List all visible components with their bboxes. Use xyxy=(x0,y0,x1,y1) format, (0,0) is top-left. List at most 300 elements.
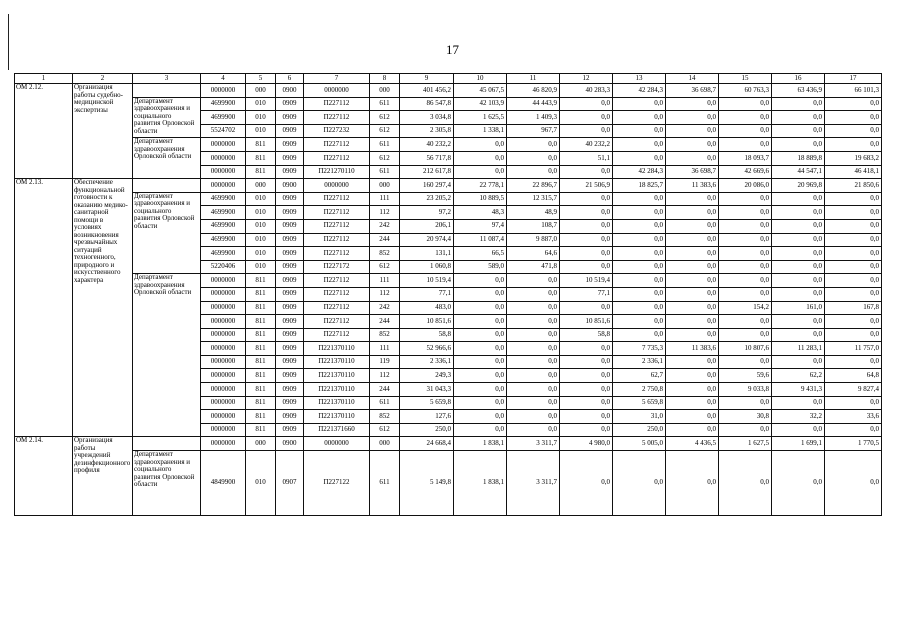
table-cell: 1 770,5 xyxy=(825,437,882,451)
table-cell: 0000000 xyxy=(201,383,246,397)
table-cell: 0,0 xyxy=(719,423,772,437)
page-number: 17 xyxy=(446,42,459,57)
table-cell: 1 838,1 xyxy=(454,451,507,516)
table-cell: 21 506,9 xyxy=(560,179,613,193)
table-cell: 0900 xyxy=(276,84,304,98)
table-cell: 0,0 xyxy=(666,260,719,274)
table-row xyxy=(15,274,882,288)
table-cell: 0,0 xyxy=(454,342,507,356)
table-cell: 111 xyxy=(370,342,400,356)
table-cell: 0,0 xyxy=(719,451,772,516)
table-cell: 31,0 xyxy=(613,410,666,424)
table-cell: 0000000 xyxy=(201,165,246,179)
table-cell: 0,0 xyxy=(825,315,882,329)
table-cell: 0,0 xyxy=(613,219,666,233)
table-cell: 0,0 xyxy=(825,247,882,261)
table-cell: 5 659,8 xyxy=(400,396,454,410)
table-cell: 811 xyxy=(246,396,276,410)
table-cell: 811 xyxy=(246,369,276,383)
table-cell: 0,0 xyxy=(560,165,613,179)
table-cell: П227112 xyxy=(304,247,370,261)
table-cell: 811 xyxy=(246,287,276,301)
table-cell: 42 669,6 xyxy=(719,165,772,179)
table-cell: 010 xyxy=(246,192,276,206)
table-cell: 0000000 xyxy=(201,287,246,301)
table-cell: 19 683,2 xyxy=(825,151,882,165)
table-cell: 0,0 xyxy=(560,260,613,274)
table-cell: 0909 xyxy=(276,206,304,220)
table-cell: 0,0 xyxy=(507,383,560,397)
table-cell: 811 xyxy=(246,355,276,369)
table-cell: 0,0 xyxy=(560,219,613,233)
table-cell: 0,0 xyxy=(454,355,507,369)
table-cell: П227112 xyxy=(304,315,370,329)
column-number: 6 xyxy=(276,74,304,84)
table-cell: 0,0 xyxy=(719,206,772,220)
table-cell: 4699900 xyxy=(201,111,246,125)
table-cell: 0,0 xyxy=(825,274,882,288)
table-cell: 967,7 xyxy=(507,124,560,138)
table-cell: 010 xyxy=(246,451,276,516)
table-cell: 0,0 xyxy=(666,287,719,301)
table-cell: 66 101,3 xyxy=(825,84,882,98)
table-cell: 0,0 xyxy=(507,315,560,329)
table-cell: 0,0 xyxy=(772,111,825,125)
column-number: 3 xyxy=(133,74,201,84)
table-cell: 401 456,2 xyxy=(400,84,454,98)
activity-code: ОМ 2.12. xyxy=(15,84,73,179)
table-cell: П221370110 xyxy=(304,369,370,383)
column-number: 16 xyxy=(772,74,825,84)
table-cell: 59,6 xyxy=(719,369,772,383)
table-cell: 010 xyxy=(246,233,276,247)
column-number: 14 xyxy=(666,74,719,84)
table-cell: 0,0 xyxy=(613,233,666,247)
table-cell: 131,1 xyxy=(400,247,454,261)
table-cell: 0,0 xyxy=(772,355,825,369)
table-cell: 0000000 xyxy=(304,179,370,193)
table-cell: 0,0 xyxy=(560,451,613,516)
table-cell: 611 xyxy=(370,396,400,410)
table-cell: 852 xyxy=(370,328,400,342)
column-number: 5 xyxy=(246,74,276,84)
table-cell: 0,0 xyxy=(666,97,719,111)
table-cell: П227112 xyxy=(304,111,370,125)
table-cell: 0,0 xyxy=(454,383,507,397)
table-cell: 0909 xyxy=(276,233,304,247)
table-cell: 811 xyxy=(246,423,276,437)
table-cell: 811 xyxy=(246,274,276,288)
table-cell: 0,0 xyxy=(666,369,719,383)
table-cell: 0000000 xyxy=(304,437,370,451)
table-cell: 0,0 xyxy=(666,410,719,424)
table-cell: 0,0 xyxy=(719,124,772,138)
executor-name: Департамент здравоохранения и социального развития Орловской области xyxy=(133,97,201,138)
table-cell: 0,0 xyxy=(772,328,825,342)
table-cell: 10 851,6 xyxy=(560,315,613,329)
table-cell: 119 xyxy=(370,355,400,369)
table-cell: 0,0 xyxy=(825,97,882,111)
table-cell: 10 519,4 xyxy=(400,274,454,288)
table-cell: 0909 xyxy=(276,287,304,301)
table-cell: 0,0 xyxy=(454,369,507,383)
table-cell: 46 820,9 xyxy=(507,84,560,98)
table-cell: П227112 xyxy=(304,274,370,288)
table-row xyxy=(15,138,882,152)
table-cell: 0,0 xyxy=(719,328,772,342)
table-cell: 0,0 xyxy=(507,287,560,301)
table-cell: П221270110 xyxy=(304,165,370,179)
table-cell: 36 698,7 xyxy=(666,84,719,98)
table-cell: 0,0 xyxy=(666,111,719,125)
table-cell: 127,6 xyxy=(400,410,454,424)
table-cell: 0,0 xyxy=(772,206,825,220)
table-cell: 0909 xyxy=(276,301,304,315)
table-cell: 0,0 xyxy=(666,355,719,369)
table-cell: 0,0 xyxy=(666,138,719,152)
table-cell: 0000000 xyxy=(201,369,246,383)
activity-name: Организация работы судебно-медицинской экспертизы xyxy=(73,84,133,179)
table-cell: 0,0 xyxy=(507,274,560,288)
table-cell: 010 xyxy=(246,247,276,261)
executor-name: Департамент здравоохранения Орловской области xyxy=(133,138,201,179)
table-cell: 0,0 xyxy=(772,274,825,288)
table-cell: 0909 xyxy=(276,315,304,329)
table-row xyxy=(15,179,882,193)
column-number: 8 xyxy=(370,74,400,84)
table-cell: 244 xyxy=(370,233,400,247)
column-number: 1 xyxy=(15,74,73,84)
table-cell: 0,0 xyxy=(560,301,613,315)
table-cell: 0,0 xyxy=(613,97,666,111)
table-cell: 0,0 xyxy=(454,301,507,315)
table-cell: 244 xyxy=(370,383,400,397)
table-cell: П227172 xyxy=(304,260,370,274)
table-cell: 0000000 xyxy=(304,84,370,98)
executor-name: Департамент здравоохранения Орловской области xyxy=(133,274,201,437)
table-cell: 0,0 xyxy=(666,124,719,138)
table-cell: 0000000 xyxy=(201,274,246,288)
table-cell: 0000000 xyxy=(201,301,246,315)
table-cell: П227112 xyxy=(304,219,370,233)
table-cell: 4 436,5 xyxy=(666,437,719,451)
table-cell: 0,0 xyxy=(772,423,825,437)
table-cell: 206,1 xyxy=(400,219,454,233)
table-cell: 0,0 xyxy=(560,383,613,397)
table-cell: 1 409,3 xyxy=(507,111,560,125)
table-cell: 249,3 xyxy=(400,369,454,383)
table-cell: 12 315,7 xyxy=(507,192,560,206)
table-cell: 5220406 xyxy=(201,260,246,274)
table-cell: 811 xyxy=(246,138,276,152)
table-cell: 77,1 xyxy=(400,287,454,301)
table-cell: 40 232,2 xyxy=(400,138,454,152)
table-cell: 0,0 xyxy=(666,151,719,165)
table-cell: 0,0 xyxy=(666,274,719,288)
table-cell: 77,1 xyxy=(560,287,613,301)
table-cell: 250,0 xyxy=(613,423,666,437)
table-row xyxy=(15,97,882,111)
table-cell: 0,0 xyxy=(507,396,560,410)
table-cell: 0,0 xyxy=(666,192,719,206)
table-cell: 62,2 xyxy=(772,369,825,383)
table-cell: 0909 xyxy=(276,342,304,356)
table-cell: 86 547,8 xyxy=(400,97,454,111)
budget-table xyxy=(14,73,882,516)
table-cell: 0,0 xyxy=(666,396,719,410)
table-cell: 242 xyxy=(370,301,400,315)
table-cell: 0,0 xyxy=(825,192,882,206)
table-cell: 30,8 xyxy=(719,410,772,424)
table-cell: 22 896,7 xyxy=(507,179,560,193)
table-cell: 97,2 xyxy=(400,206,454,220)
table-cell: П221370110 xyxy=(304,383,370,397)
table-cell: 244 xyxy=(370,315,400,329)
table-cell: 0,0 xyxy=(825,287,882,301)
table-cell: 0,0 xyxy=(560,206,613,220)
executor-name: Департамент здравоохранения и социального развития Орловской области xyxy=(133,451,201,516)
table-cell: 010 xyxy=(246,97,276,111)
table-cell: 20 086,0 xyxy=(719,179,772,193)
table-cell: 0,0 xyxy=(454,151,507,165)
table-cell: 0,0 xyxy=(613,274,666,288)
table-cell: 000 xyxy=(246,84,276,98)
table-row xyxy=(15,192,882,206)
table-cell: 0,0 xyxy=(560,410,613,424)
table-cell: 0,0 xyxy=(772,233,825,247)
table-cell: П227112 xyxy=(304,328,370,342)
table-cell: 471,8 xyxy=(507,260,560,274)
table-cell: 56 717,8 xyxy=(400,151,454,165)
table-cell: П227232 xyxy=(304,124,370,138)
activity-code: ОМ 2.14. xyxy=(15,437,73,516)
table-cell: 0,0 xyxy=(666,301,719,315)
table-cell: 0,0 xyxy=(825,138,882,152)
table-cell: 0,0 xyxy=(507,369,560,383)
table-cell: 5 659,8 xyxy=(613,396,666,410)
table-cell: 0,0 xyxy=(560,124,613,138)
table-cell: П227112 xyxy=(304,151,370,165)
table-cell: 9 827,4 xyxy=(825,383,882,397)
table-cell: П227112 xyxy=(304,192,370,206)
table-cell: 212 617,8 xyxy=(400,165,454,179)
table-cell: 0909 xyxy=(276,423,304,437)
table-cell: 0,0 xyxy=(825,219,882,233)
table-cell: 97,4 xyxy=(454,219,507,233)
table-cell: 0000000 xyxy=(201,355,246,369)
table-cell: 611 xyxy=(370,451,400,516)
table-cell: 0907 xyxy=(276,451,304,516)
table-cell: 9 033,8 xyxy=(719,383,772,397)
table-cell: 0,0 xyxy=(719,315,772,329)
table-cell: 0909 xyxy=(276,396,304,410)
table-cell: 0909 xyxy=(276,355,304,369)
table-cell: 0,0 xyxy=(613,315,666,329)
table-cell: 0,0 xyxy=(719,192,772,206)
table-body xyxy=(15,74,882,516)
table-cell: 2 336,1 xyxy=(400,355,454,369)
table-cell: 4699900 xyxy=(201,206,246,220)
table-cell: 0,0 xyxy=(719,219,772,233)
table-cell: 612 xyxy=(370,111,400,125)
table-cell: 0,0 xyxy=(560,355,613,369)
table-cell: 0909 xyxy=(276,97,304,111)
table-cell: 0,0 xyxy=(507,342,560,356)
table-cell: 483,0 xyxy=(400,301,454,315)
table-cell: 0909 xyxy=(276,369,304,383)
table-cell: 0000000 xyxy=(201,423,246,437)
table-cell: 0,0 xyxy=(613,287,666,301)
table-cell: 0,0 xyxy=(719,396,772,410)
table-cell: 0,0 xyxy=(560,111,613,125)
table-cell: П227122 xyxy=(304,451,370,516)
table-cell: 4849900 xyxy=(201,451,246,516)
table-cell: 0,0 xyxy=(825,423,882,437)
table-cell: П227112 xyxy=(304,287,370,301)
table-cell: 0000000 xyxy=(201,342,246,356)
table-cell: 1 627,5 xyxy=(719,437,772,451)
table-cell: 0,0 xyxy=(613,260,666,274)
table-cell: 0000000 xyxy=(201,151,246,165)
table-cell: 0,0 xyxy=(825,355,882,369)
table-cell: 0,0 xyxy=(613,206,666,220)
table-cell: 811 xyxy=(246,342,276,356)
table-cell: 1 060,8 xyxy=(400,260,454,274)
table-cell: 000 xyxy=(246,437,276,451)
column-number: 13 xyxy=(613,74,666,84)
table-cell: 0,0 xyxy=(772,396,825,410)
table-cell: 11 383,6 xyxy=(666,179,719,193)
column-number: 4 xyxy=(201,74,246,84)
table-cell: 3 311,7 xyxy=(507,437,560,451)
table-cell: 811 xyxy=(246,315,276,329)
table-cell: 242 xyxy=(370,219,400,233)
table-cell: 4 980,0 xyxy=(560,437,613,451)
table-cell: 0909 xyxy=(276,247,304,261)
table-cell: 0,0 xyxy=(772,260,825,274)
table-cell: 0,0 xyxy=(507,138,560,152)
table-cell: П221370110 xyxy=(304,410,370,424)
column-number-row xyxy=(15,74,882,84)
table-cell: 811 xyxy=(246,383,276,397)
table-cell: 0,0 xyxy=(507,423,560,437)
table-cell: 0909 xyxy=(276,111,304,125)
table-cell: 1 625,5 xyxy=(454,111,507,125)
table-row xyxy=(15,451,882,516)
table-cell: 611 xyxy=(370,97,400,111)
table-cell: 611 xyxy=(370,138,400,152)
table-cell: П221370110 xyxy=(304,355,370,369)
table-cell: 0,0 xyxy=(825,233,882,247)
table-cell: 811 xyxy=(246,301,276,315)
table-cell: 0909 xyxy=(276,219,304,233)
table-cell: 0,0 xyxy=(454,423,507,437)
table-cell: 0,0 xyxy=(560,192,613,206)
table-cell: 0,0 xyxy=(560,423,613,437)
table-cell: 0000000 xyxy=(201,179,246,193)
table-cell: 250,0 xyxy=(400,423,454,437)
table-cell: 1 838,1 xyxy=(454,437,507,451)
table-cell: 0,0 xyxy=(613,124,666,138)
table-cell: 0,0 xyxy=(719,138,772,152)
table-cell: 0,0 xyxy=(719,97,772,111)
table-cell: 160 297,4 xyxy=(400,179,454,193)
table-cell: 0,0 xyxy=(825,124,882,138)
table-cell: П227112 xyxy=(304,206,370,220)
table-cell: 0,0 xyxy=(772,247,825,261)
table-cell: 0,0 xyxy=(719,355,772,369)
activity-name: Организация работы учреждений дезинфекционного профиля xyxy=(73,437,133,516)
table-cell: 48,3 xyxy=(454,206,507,220)
table-cell: 18 093,7 xyxy=(719,151,772,165)
table-cell: 0,0 xyxy=(719,274,772,288)
table-cell: 0,0 xyxy=(719,247,772,261)
table-cell: 42 103,9 xyxy=(454,97,507,111)
table-cell: 0,0 xyxy=(560,233,613,247)
table-cell: 0909 xyxy=(276,165,304,179)
column-number: 12 xyxy=(560,74,613,84)
table-cell: 0909 xyxy=(276,260,304,274)
table-cell: 4699900 xyxy=(201,219,246,233)
table-cell: 0909 xyxy=(276,192,304,206)
table-cell: 0,0 xyxy=(454,138,507,152)
table-cell: 0,0 xyxy=(825,396,882,410)
table-cell: 154,2 xyxy=(719,301,772,315)
table-cell: 0,0 xyxy=(613,192,666,206)
table-cell: 0,0 xyxy=(454,410,507,424)
table-cell: П227112 xyxy=(304,301,370,315)
table-cell: 5524702 xyxy=(201,124,246,138)
table-cell: 11 087,4 xyxy=(454,233,507,247)
table-cell: 612 xyxy=(370,151,400,165)
table-cell: 112 xyxy=(370,287,400,301)
table-cell: 0,0 xyxy=(719,260,772,274)
table-cell: 0,0 xyxy=(772,124,825,138)
table-cell: 0,0 xyxy=(772,287,825,301)
table-cell: 21 850,6 xyxy=(825,179,882,193)
table-cell: 52 966,6 xyxy=(400,342,454,356)
table-cell: 0,0 xyxy=(613,247,666,261)
executor-name xyxy=(133,84,201,98)
table-cell: 23 205,2 xyxy=(400,192,454,206)
executor-name xyxy=(133,437,201,451)
table-cell: 5 149,8 xyxy=(400,451,454,516)
table-cell: П221371660 xyxy=(304,423,370,437)
column-number: 10 xyxy=(454,74,507,84)
table-cell: 111 xyxy=(370,192,400,206)
table-cell: 0900 xyxy=(276,437,304,451)
table-cell: 58,8 xyxy=(400,328,454,342)
table-cell: 10 519,4 xyxy=(560,274,613,288)
table-cell: 0,0 xyxy=(454,328,507,342)
table-cell: 111 xyxy=(370,274,400,288)
table-cell: 11 283,1 xyxy=(772,342,825,356)
table-cell: 0,0 xyxy=(666,206,719,220)
table-cell: 000 xyxy=(370,179,400,193)
table-cell: 64,6 xyxy=(507,247,560,261)
table-cell: 0,0 xyxy=(613,151,666,165)
table-cell: 000 xyxy=(370,84,400,98)
table-cell: 0000000 xyxy=(201,437,246,451)
table-cell: 0,0 xyxy=(560,342,613,356)
table-cell: 0,0 xyxy=(560,247,613,261)
table-cell: 0,0 xyxy=(613,111,666,125)
table-cell: 0909 xyxy=(276,124,304,138)
table-cell: 010 xyxy=(246,206,276,220)
table-cell: 44 443,9 xyxy=(507,97,560,111)
table-cell: 18 889,8 xyxy=(772,151,825,165)
table-cell: 0,0 xyxy=(825,206,882,220)
